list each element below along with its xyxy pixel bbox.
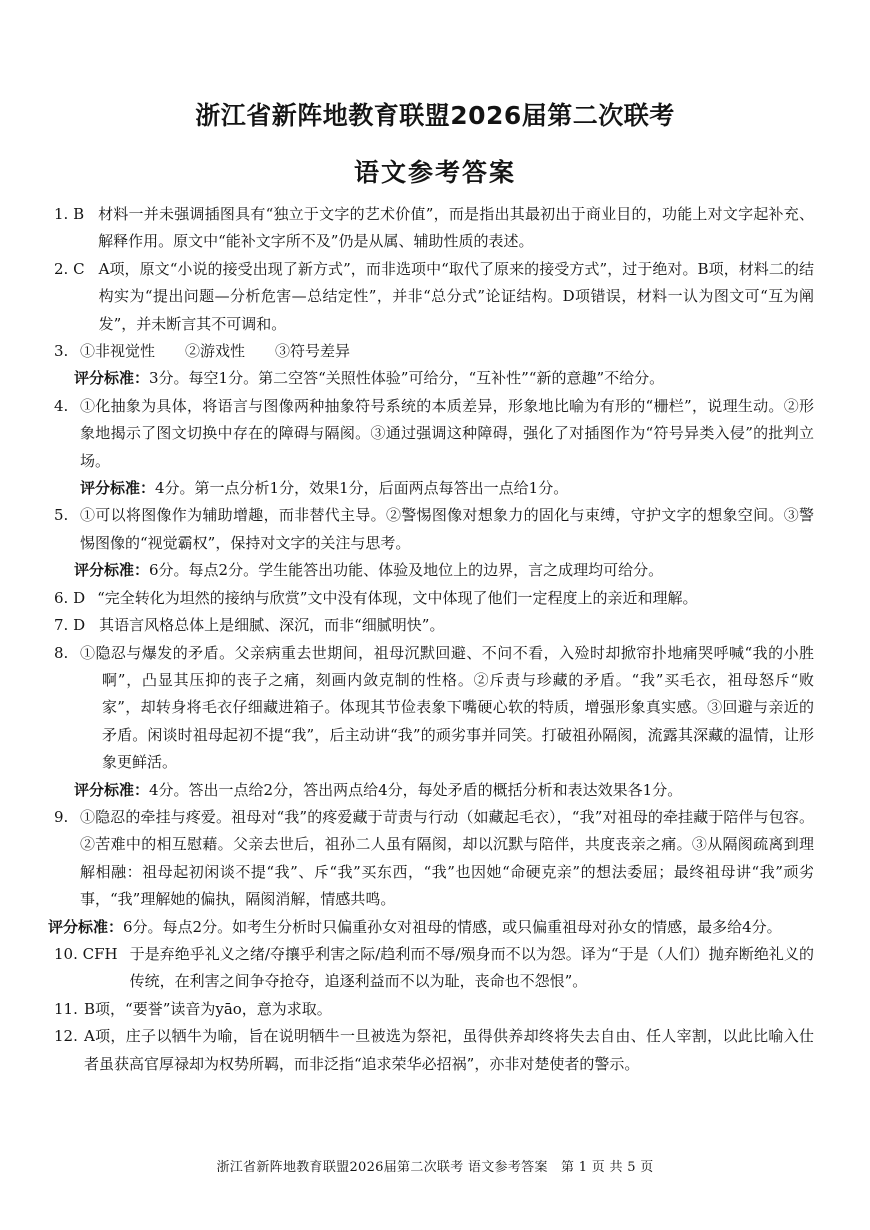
answer-number: 5. [54,506,69,525]
scoring-standard-8 [54,777,814,804]
answer-text: ①隐忍与爆发的矛盾。父亲病重去世期间，祖母沉默回避、不问不看，入殓时却掀帘扑地痛哭呼喊“我的小胜啊”，凸显其压抑的丧子之痛，刻画内敛克制的性格。②斥责与珍藏的矛盾。“我”买毛衣，祖母怒斥“败家”，却转身将毛衣仔细藏进箱子。体现其节俭表象下嘴硬心软的特质，增强形象真实感。③回避与亲近的矛盾。闲谈时祖母起初不提“我”，后主动讲“我”的顽劣事并同笑。打破祖孙隔阂，流露其深藏的温情，让形象更鲜活。 [80,643,814,772]
answer-text: ①非视觉性 ②游戏性 ③符号差异 [80,342,351,361]
scoring-text: 6分。每点2分。学生能答出功能、体验及地位上的边界，言之成理均可给分。 [149,561,664,580]
scoring-label: 评分标准： [74,561,150,580]
answer-item-9 [54,804,814,914]
answer-list [48,201,814,1078]
answer-text: 材料一并未强调插图具有“独立于文字的艺术价值”，而是指出其最初出于商业目的，功能上对文字起补充、解释作用。原文中“能补文字所不及”仍是从属、辅助性质的表述。 [98,205,814,251]
answer-item-10 [54,941,814,996]
answer-text: 其语言风格总体上是细腻、深沉，而非“细腻明快”。 [99,616,445,635]
answer-text: A项，原文“小说的接受出现了新方式”，而非选项中“取代了原来的接受方式”，过于绝对。B项，材料二的结构实为“提出问题—分析危害—总结定性”，并非“总分式”论证结构。D项错误，材料一认为图文可“互为阐发”，并未断言其不可调和。 [98,259,814,333]
answer-number: 8. [54,643,69,662]
answer-number: 1. B [54,205,85,223]
answer-number: 6. D [54,588,86,607]
scoring-text: 4分。第一点分析1分，效果1分，后面两点每答出一点给1分。 [155,479,569,498]
answer-number: 10. CFH [54,944,118,963]
answer-text: ①隐忍的牵挂与疼爱。祖母对“我”的疼爱藏于苛责与行动（如藏起毛衣），“我”对祖母的牵挂藏于陪伴与包容。②苦难中的相互慰藉。父亲去世后，祖孙二人虽有隔阂，却以沉默与陪伴，共度丧亲之痛。③从隔阂疏离到理解相融：祖母起初闲谈不提“我”、斥“我”买东西，“我”也因她“命硬克亲”的想法委屈；最终祖母讲“我”顽劣事，“我”理解她的偏执，隔阂消解，情感共鸣。 [80,807,814,909]
answer-text: ①化抽象为具体，将语言与图像两种抽象符号系统的本质差异，形象地比喻为有形的“栅栏”，说理生动。②形象地揭示了图文切换中存在的障碍与隔阂。③通过强调这种障碍，强化了对插图作为“符号异类入侵”的批判立场。 [80,396,814,470]
answer-number: 9. [54,807,69,826]
answer-item-4 [54,393,814,475]
scoring-label: 评分标准： [80,479,156,498]
scoring-standard-9 [48,914,814,941]
answer-text: 于是弃绝乎礼义之绪/夺攘乎利害之际/趋利而不辱/殒身而不以为怨。译为“于是（人们）抛弃断绝礼义的传统，在利害之间争夺抢夺，追逐利益而不以为耻，丧命也不怨恨”。 [129,944,814,991]
answer-number: 2. C [54,259,85,278]
answer-text: B项，“要誉”读音为yāo，意为求取。 [84,999,332,1018]
scoring-label: 评分标准： [48,917,124,936]
answer-text: A项，庄子以牺牛为喻，旨在说明牺牛一旦被选为祭祀，虽得供养却终将失去自由、任人宰割，以此比喻入仕者虽获高官厚禄却为权势所羁，而非泛指“追求荣华必招祸”，亦非对楚使者的警示。 [84,1027,814,1073]
answer-text: ①可以将图像作为辅助增趣，而非替代主导。②警惕图像对想象力的固化与束缚，守护文字的想象空间。③警惕图像的“视觉霸权”，保持对文字的关注与思考。 [80,506,814,552]
answer-text: “完全转化为坦然的接纳与欣赏”文中没有体现，文中体现了他们一定程度上的亲近和理解。 [97,588,698,607]
scoring-text: 4分。答出一点给2分，答出两点给4分，每处矛盾的概括分析和表达效果各1分。 [149,780,683,799]
page-footer: 浙江省新阵地教育联盟2026届第二次联考 语文参考答案 第 1 页 共 5 页 [216,1160,654,1175]
answer-number: 11. [54,999,78,1018]
answer-item-12 [54,1023,814,1078]
answer-number: 7. D [54,616,86,635]
answer-item-3 [54,338,814,365]
scoring-standard-5 [54,557,814,584]
page-subtitle: 语文参考答案 [353,158,516,187]
scoring-standard-4 [54,475,814,502]
answer-item-11 [54,996,814,1023]
answer-item-1 [54,201,814,256]
scoring-text: 3分。每空1分。第二空答“关照性体验”可给分，“互补性”“新的意趣”不给分。 [149,369,665,388]
answer-item-8 [54,640,814,777]
scoring-label: 评分标准： [74,780,150,799]
page-title: 浙江省新阵地教育联盟2026届第二次联考 [195,101,675,130]
answer-item-7 [54,612,814,639]
answer-number: 4. [54,396,69,415]
answer-item-2 [54,256,814,338]
answer-number: 3. [54,342,69,361]
answer-item-5 [54,502,814,557]
scoring-text: 6分。每点2分。如考生分析时只偏重孙女对祖母的情感，或只偏重祖母对孙女的情感，最多给4分。 [123,917,782,936]
answer-number: 12. [54,1027,78,1046]
answer-item-6 [54,585,814,612]
scoring-label: 评分标准： [74,369,150,388]
scoring-standard-3 [54,365,814,392]
